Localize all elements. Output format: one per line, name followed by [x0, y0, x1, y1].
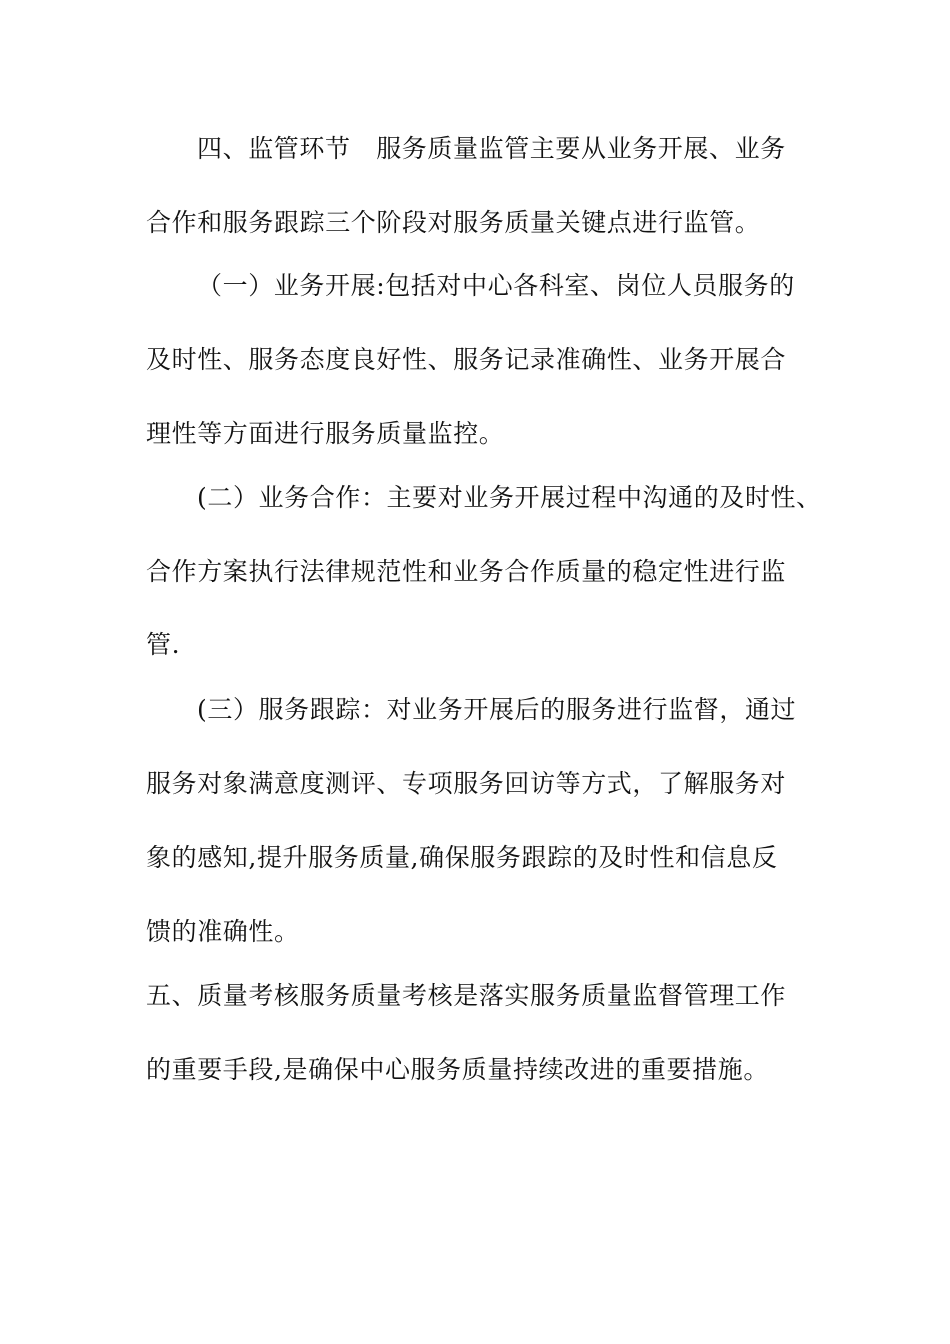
- text-line-7: 合作方案执行法律规范性和业务合作质量的稳定性进行监: [146, 557, 787, 586]
- text-line-10: 服务对象满意度测评、专项服务回访等方式，了解服务对: [146, 769, 787, 798]
- text-line-11: 象的感知,提升服务质量,确保服务跟踪的及时性和信息反: [146, 843, 778, 872]
- text-line-14: 的重要手段,是确保中心服务质量持续改进的重要措施。: [146, 1055, 769, 1084]
- text-line-6: (二）业务合作：主要对业务开展过程中沟通的及时性、: [197, 483, 822, 512]
- text-line-5: 理性等方面进行服务质量监控。: [146, 419, 505, 448]
- text-line-4: 及时性、服务态度良好性、服务记录准确性、业务开展合: [146, 345, 787, 374]
- text-line-9: (三）服务跟踪：对业务开展后的服务进行监督，通过: [197, 695, 797, 724]
- text-line-8: 管.: [146, 630, 181, 659]
- text-line-3: （一）业务开展:包括对中心各科室、岗位人员服务的: [197, 271, 795, 300]
- text-line-12: 馈的准确性。: [146, 917, 300, 946]
- text-line-1: 四、监管环节 服务质量监管主要从业务开展、业务: [197, 134, 786, 163]
- text-line-2: 合作和服务跟踪三个阶段对服务质量关键点进行监管。: [146, 208, 761, 237]
- text-line-13: 五、质量考核服务质量考核是落实服务质量监督管理工作: [146, 981, 787, 1010]
